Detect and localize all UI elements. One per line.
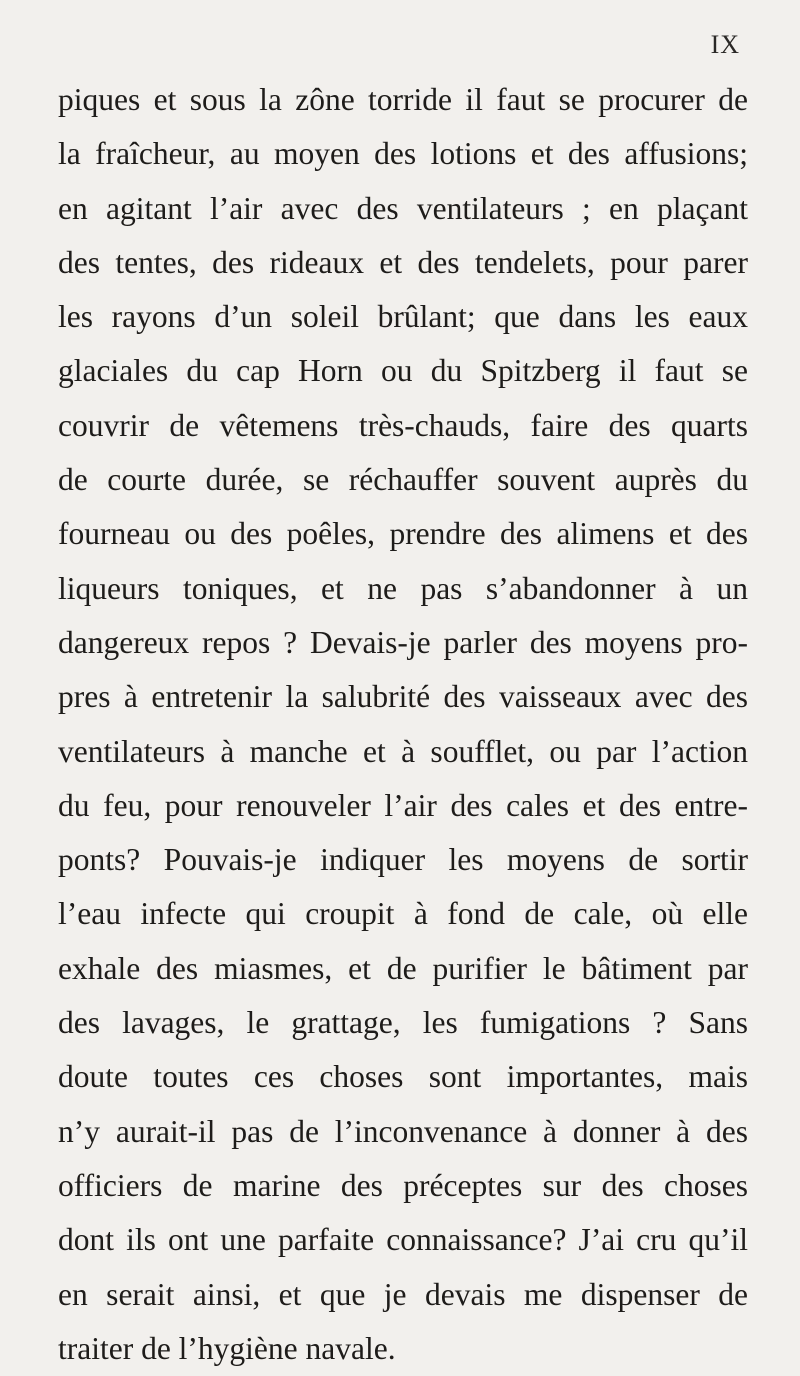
text-line: doute toutes ces choses sont importantes, mais bbox=[58, 1059, 748, 1095]
text-line: les rayons d’un soleil brûlant; que dans les eaux bbox=[58, 299, 748, 335]
text-line: des tentes, des rideaux et des tendelets, pour parer bbox=[58, 244, 748, 280]
text-line: dangereux repos ? Devais-je parler des moyens pro- bbox=[58, 624, 748, 660]
text-line: dont ils ont une parfaite connaissance? J’ai cru qu’il bbox=[58, 1222, 748, 1258]
text-line: du feu, pour renouveler l’air des cales et des entre- bbox=[58, 787, 748, 823]
text-line: l’eau infecte qui croupit à fond de cale, où elle bbox=[58, 896, 748, 932]
text-line: liqueurs toniques, et ne pas s’abandonner à un bbox=[58, 570, 748, 606]
text-line: en agitant l’air avec des ventilateurs ; en plaçant bbox=[58, 190, 748, 226]
text-line: piques et sous la zône torride il faut se procurer de bbox=[58, 82, 748, 117]
text-line: traiter de l’hygiène navale. bbox=[58, 1330, 396, 1366]
text-line: pres à entretenir la salubrité des vaisseaux avec des bbox=[58, 679, 748, 715]
text-line: des lavages, le grattage, les fumigations ? Sans bbox=[58, 1005, 748, 1041]
page-number: IX bbox=[710, 30, 740, 59]
text-line: officiers de marine des préceptes sur des choses bbox=[58, 1167, 748, 1203]
text-line: fourneau ou des poêles, prendre des alimens et des bbox=[58, 516, 748, 552]
body-text bbox=[58, 73, 748, 1376]
text-line: exhale des miasmes, et de purifier le bâtiment par bbox=[58, 950, 748, 986]
text-line: en serait ainsi, et que je devais me dispenser de bbox=[58, 1276, 748, 1312]
text-line: ponts? Pouvais-je indiquer les moyens de sortir bbox=[58, 842, 748, 878]
text-line: couvrir de vêtemens très-chauds, faire des quarts bbox=[58, 407, 748, 443]
text-line: ventilateurs à manche et à soufflet, ou par l’action bbox=[58, 733, 748, 769]
text-line: n’y aurait-il pas de l’inconvenance à donner à des bbox=[58, 1113, 748, 1149]
text-line: la fraîcheur, au moyen des lotions et des affusions; bbox=[58, 136, 748, 172]
text-line: glaciales du cap Horn ou du Spitzberg il faut se bbox=[58, 353, 748, 389]
text-line: de courte durée, se réchauffer souvent auprès du bbox=[58, 462, 748, 498]
